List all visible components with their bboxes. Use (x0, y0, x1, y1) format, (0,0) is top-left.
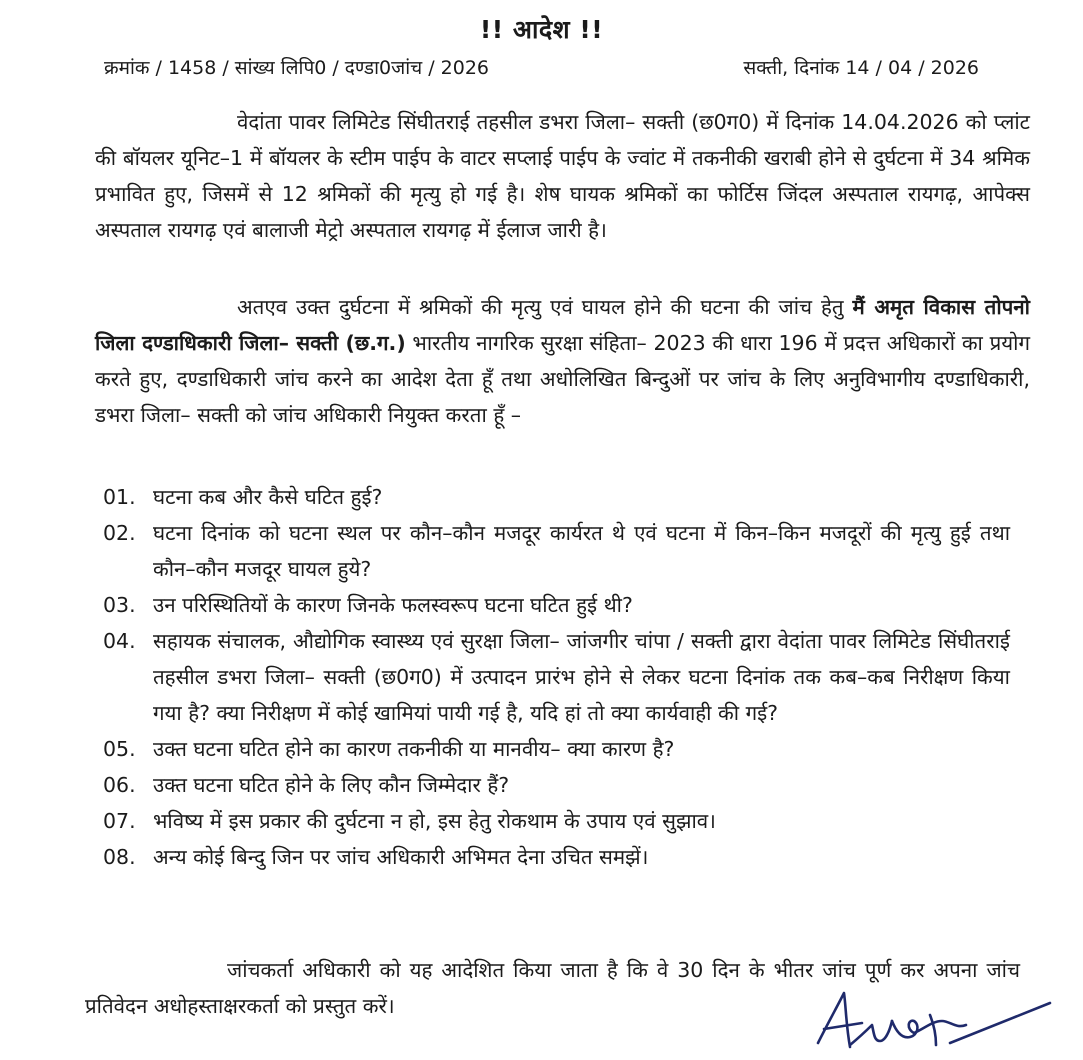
list-item-text: घटना दिनांक को घटना स्थल पर कौन–कौन मजदूर कार्यरत थे एवं घटना में किन–किन मजदूरों की मृत्यु हुई तथा कौन–कौन मजदूर घायल हुये? (153, 521, 1010, 581)
order-paragraph (95, 289, 1030, 433)
list-item (95, 731, 1030, 767)
list-item-text: सहायक संचालक, औद्योगिक स्वास्थ्य एवं सुरक्षा जिला– जांजगीर चांपा / सक्ती द्वारा वेदांता पावर लिमिटेड सिंघीतराई तहसील डभरा जिला– सक्ती (छ0ग0) में उत्पादन प्रारंभ होने से लेकर घटना दिनांक तक कब–कब निरीक्षण किया गया है? क्या निरीक्षण में कोई खामियां पायी गई है, यदि हां तो क्या कार्यवाही की गई? (153, 629, 1010, 725)
list-item (95, 515, 1030, 587)
list-item (95, 479, 1030, 515)
incident-paragraph (95, 104, 1030, 248)
order-paragraph-start: अतएव उक्त दुर्घटना में श्रमिकों की मृत्यु एवं घायल होने की घटना की जांच हेतु (237, 295, 853, 319)
closing-paragraph-text: जांचकर्ता अधिकारी को यह आदेशित किया जाता है कि वे 30 दिन के भीतर जांच पूर्ण कर अपना जांच प्रतिवेदन अधोहस्ताक्षरकर्ता को प्रस्तुत करें। (85, 958, 1020, 1018)
list-item (95, 839, 1030, 875)
document-title: !! आदेश !! (479, 15, 604, 44)
order-reference-number: क्रमांक / 1458 / सांख्य लिपि0 / दण्डा0जांच / 2026 (104, 57, 490, 79)
list-item-number: 07. (103, 809, 136, 833)
handwritten-signature-icon (810, 985, 1060, 1060)
inquiry-points-list (95, 479, 1030, 875)
list-item-text: उक्त घटना घटित होने का कारण तकनीकी या मानवीय– क्या कारण है? (153, 737, 675, 761)
list-item (95, 587, 1030, 623)
list-item-number: 05. (103, 737, 136, 761)
list-item-text: उन परिस्थितियों के कारण जिनके फलस्वरूप घटना घटित हुई थी? (153, 593, 633, 617)
list-item-text: घटना कब और कैसे घटित हुई? (153, 485, 383, 509)
list-item (95, 803, 1030, 839)
order-place-date: सक्ती, दिनांक 14 / 04 / 2026 (743, 57, 979, 79)
list-item (95, 623, 1030, 731)
list-item-number: 01. (103, 485, 136, 509)
list-item-number: 02. (103, 521, 136, 545)
list-item-text: अन्य कोई बिन्दु जिन पर जांच अधिकारी अभिमत देना उचित समझें। (153, 845, 649, 869)
list-item (95, 767, 1030, 803)
list-item-number: 04. (103, 629, 136, 653)
list-item-number: 03. (103, 593, 136, 617)
reference-line (104, 54, 979, 80)
incident-paragraph-text: वेदांता पावर लिमिटेड सिंघीतराई तहसील डभरा जिला– सक्ती (छ0ग0) में दिनांक 14.04.2026 को प्लांट की बॉयलर यूनिट–1 में बॉयलर के स्टीम पाईप के वाटर सप्लाई पाईप के ज्वांट में तकनीकी खराबी होने से दुर्घटना में 34 श्रमिक प्रभावित हुए, जिसमें से 12 श्रमिकों की मृत्यु हो गई है। शेष घायक श्रमिकों का फोर्टिस जिंदल अस्पताल रायगढ़, आपेक्स अस्पताल रायगढ़ एवं बालाजी मेट्रो अस्पताल रायगढ़ में ईलाज जारी है। (95, 110, 1030, 242)
list-item-text: उक्त घटना घटित होने के लिए कौन जिम्मेदार हैं? (153, 773, 510, 797)
list-item-number: 06. (103, 773, 136, 797)
order-paragraph-end: भारतीय नागरिक सुरक्षा संहिता– 2023 की धारा 196 में प्रदत्त अधिकारों का प्रयोग करते हुए, दण्डाधिकारी जांच करने का आदेश देता हूँ तथा अधोलिखित बिन्दुओं पर जांच के लिए अनुविभागीय दण्डाधिकारी, डभरा जिला– सक्ती को जांच अधिकारी नियुक्त करता हूँ – (95, 331, 1030, 427)
list-item-text: भविष्य में इस प्रकार की दुर्घटना न हो, इस हेतु रोकथाम के उपाय एवं सुझाव। (153, 809, 716, 833)
magistrate-name: मैं अमृत विकास तोपनो जिला दण्डाधिकारी जिला– सक्ती (छ.ग.) (95, 295, 1030, 355)
list-item-number: 08. (103, 845, 136, 869)
